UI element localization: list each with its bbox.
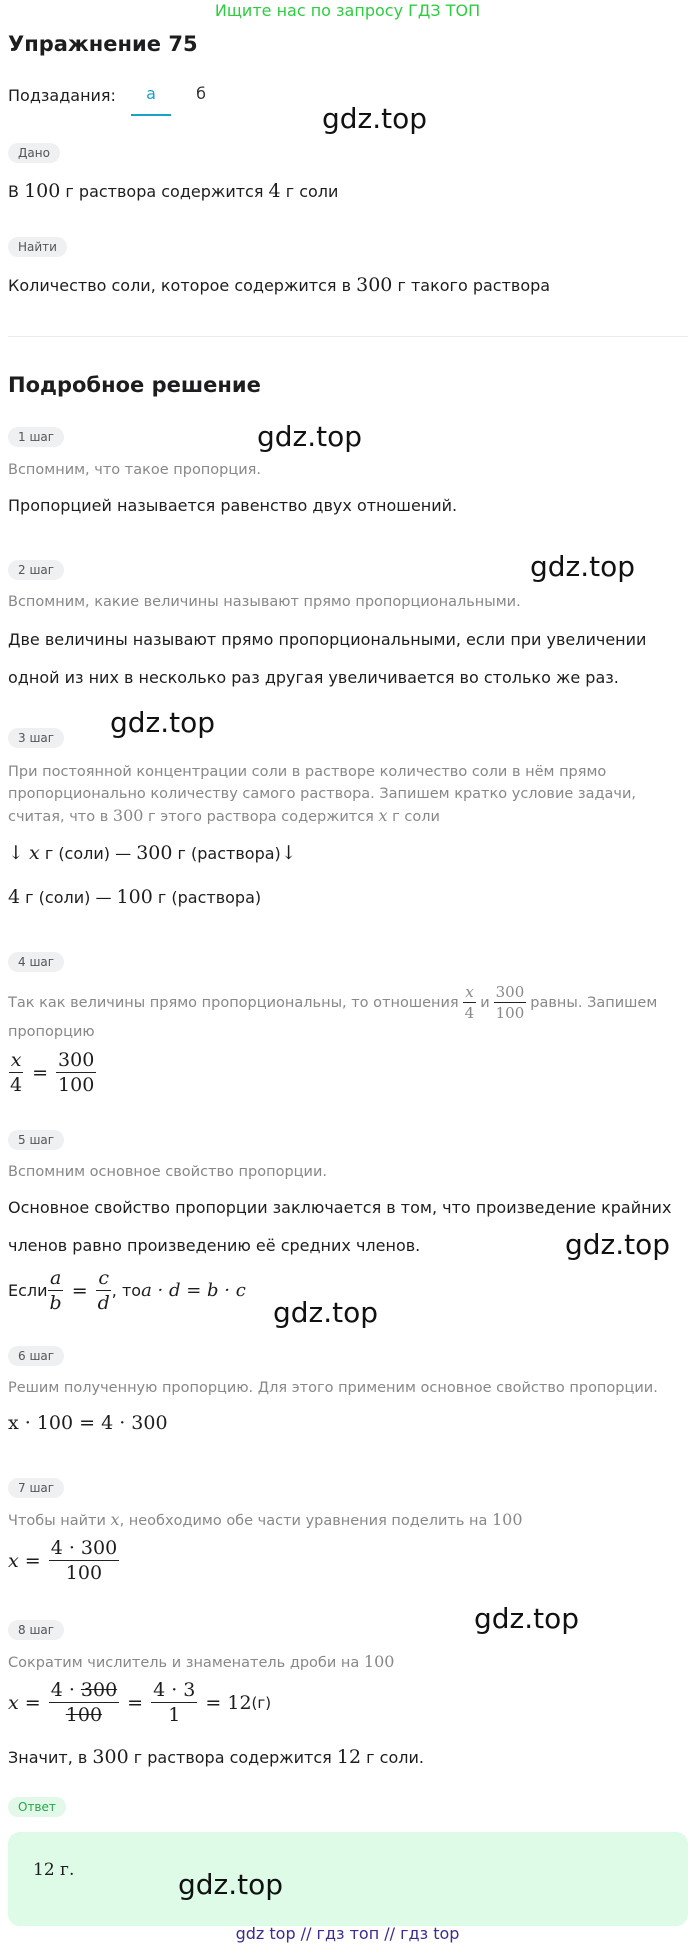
watermark: gdz.top: [273, 1296, 379, 1329]
page-title: Упражнение 75: [8, 32, 198, 56]
watermark: gdz.top: [110, 706, 216, 739]
step-1-text: Пропорцией называется равенство двух отношений.: [8, 496, 458, 515]
step-1-chip: 1 шаг: [8, 427, 64, 447]
answer-box: [8, 1832, 688, 1926]
step-4-chip: 4 шаг: [8, 952, 64, 972]
step-3-hint-line2: пропорционально количеству самого раствора. Запишем кратко условие задачи,: [8, 786, 637, 802]
step-5-property: Если $\frac{a}{b}$ = $\frac{c}{d}$ , то a · d = b · c: [8, 1267, 246, 1314]
watermark: gdz.top: [530, 550, 636, 583]
search-banner[interactable]: Ищите нас по запросу ГДЗ ТОП: [214, 1, 481, 20]
watermark: gdz.top: [474, 1602, 580, 1635]
answer-text: 12 г.: [33, 1860, 75, 1880]
watermark: gdz.top: [178, 1868, 284, 1901]
step-5-text-line2: членов равно произведению её средних членов.: [8, 1236, 421, 1255]
step-4-hint: Так как величины прямо пропорциональны, то отношения $\frac{x}{4}$ и $\frac{300}{100}$ равны. Запишем: [8, 983, 658, 1022]
step-3-line2: 4 г (соли) — 100 г (раствора): [8, 886, 262, 908]
watermark: gdz.top: [322, 102, 428, 135]
step-2-chip: 2 шаг: [8, 560, 64, 580]
step-6-chip: 6 шаг: [8, 1346, 64, 1366]
step-7-chip: 7 шаг: [8, 1478, 64, 1498]
watermark: gdz.top: [257, 420, 363, 453]
step-2-hint: Вспомним, какие величины называют прямо пропорциональными.: [8, 594, 521, 610]
given-chip: Дано: [8, 143, 60, 163]
find-chip: Найти: [8, 237, 67, 257]
step-5-chip: 5 шаг: [8, 1130, 64, 1150]
arrow-down-icon: ↓: [8, 842, 24, 864]
step-4-equation: $\frac{x}{4}$ = $\frac{300}{100}$: [10, 1049, 95, 1096]
find-text: Количество соли, которое содержится в 300 г такого раствора: [8, 274, 551, 296]
step-6-hint: Решим полученную пропорцию. Для этого применим основное свойство пропорции.: [8, 1380, 658, 1396]
answer-chip: Ответ: [8, 1797, 66, 1817]
step-2-text-line1: Две величины называют прямо пропорциональными, если при увеличении: [8, 630, 647, 649]
solution-title: Подробное решение: [8, 373, 261, 397]
watermark: gdz.top: [565, 1228, 671, 1261]
step-1-hint: Вспомним, что такое пропорция.: [8, 462, 261, 478]
step-4-hint-line2: пропорцию: [8, 1024, 95, 1040]
step-7-equation: x = $\frac{4 \cdot 300}{100}$: [8, 1537, 118, 1584]
given-text: В 100 г раствора содержится 4 г соли: [8, 180, 339, 202]
step-3-hint-line3: считая, что в 300 г этого раствора содержится x г соли: [8, 806, 440, 825]
subtask-tab-a[interactable]: а: [131, 84, 171, 116]
step-8-hint: Сократим числитель и знаменатель дроби на 100: [8, 1652, 395, 1671]
footer-links[interactable]: gdz top // гдз топ // гдз top: [235, 1924, 460, 1943]
step-3-hint-line1: При постоянной концентрации соли в растворе количество соли в нём прямо: [8, 764, 607, 780]
step-6-equation: x · 100 = 4 · 300: [8, 1412, 168, 1434]
step-8-chip: 8 шаг: [8, 1620, 64, 1640]
step-2-text-line2: одной из них в несколько раз другая увеличивается во столько же раз.: [8, 668, 619, 687]
subtask-tab-b[interactable]: б: [196, 84, 206, 103]
step-8-conclusion: Значит, в 300 г раствора содержится 12 г соли.: [8, 1746, 424, 1768]
step-8-equation: x = $\frac{4 \cdot 300}{100}$ = $\frac{4 \cdot 3}{1}$ = 12 (г): [8, 1679, 272, 1726]
step-7-hint: Чтобы найти x, необходимо обе части уравнения поделить на 100: [8, 1510, 523, 1529]
subtasks-label: Подзадания:: [8, 86, 116, 105]
divider: [8, 336, 688, 337]
step-5-text-line1: Основное свойство пропорции заключается в том, что произведение крайних: [8, 1198, 672, 1217]
step-5-hint: Вспомним основное свойство пропорции.: [8, 1164, 327, 1180]
step-3-chip: 3 шаг: [8, 728, 64, 748]
step-3-line1: ↓ x г (соли) — 300 г (раствора)↓: [8, 842, 297, 864]
arrow-down-icon: ↓: [280, 842, 297, 864]
